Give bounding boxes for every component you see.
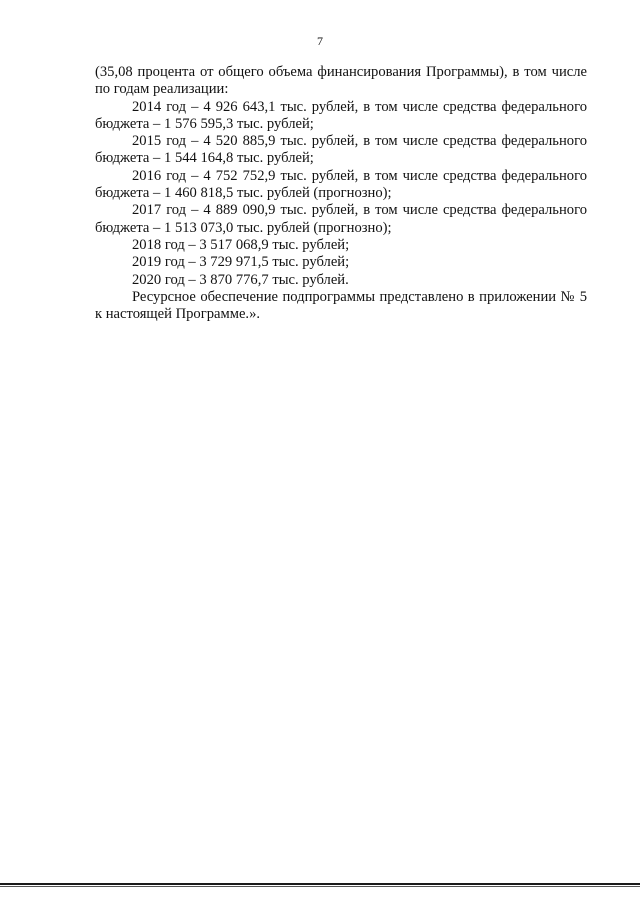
text-line-resource-provision: Ресурсное обеспечение подпрограммы представлено в приложении № 5 (132, 288, 587, 305)
text-line: по годам реализации: (95, 81, 229, 98)
text-line: к настоящей Программе.». (95, 306, 261, 323)
text-line: бюджета – 1 576 595,3 тыс. рублей; (95, 115, 314, 132)
bottom-scan-rule-thin (0, 886, 640, 887)
text-line-2018: 2018 год – 3 517 068,9 тыс. рублей; (132, 236, 350, 253)
text-line: (35,08 процента от общего объема финансирования Программы), в том числе (95, 64, 587, 80)
text-line-2015: 2015 год – 4 520 885,9 тыс. рублей, в том числе средства федерального (132, 133, 587, 150)
page-number: 7 (317, 34, 323, 48)
text-line-2014: 2014 год – 4 926 643,1 тыс. рублей, в том числе средства федерального (132, 98, 587, 115)
text-line-2016: 2016 год – 4 752 752,9 тыс. рублей, в том числе средства федерального (132, 167, 587, 184)
bottom-scan-rule (0, 883, 640, 885)
text-line: бюджета – 1 544 164,8 тыс. рублей; (95, 150, 314, 167)
text-line-2020: 2020 год – 3 870 776,7 тыс. рублей. (132, 271, 349, 288)
text-line-2019: 2019 год – 3 729 971,5 тыс. рублей; (132, 254, 350, 271)
text-line-2017: 2017 год – 4 889 090,9 тыс. рублей, в том числе средства федерального (132, 202, 587, 219)
text-line: бюджета – 1 513 073,0 тыс. рублей (прогнозно); (95, 219, 392, 236)
document-body (95, 64, 587, 323)
text-line: бюджета – 1 460 818,5 тыс. рублей (прогнозно); (95, 185, 392, 202)
